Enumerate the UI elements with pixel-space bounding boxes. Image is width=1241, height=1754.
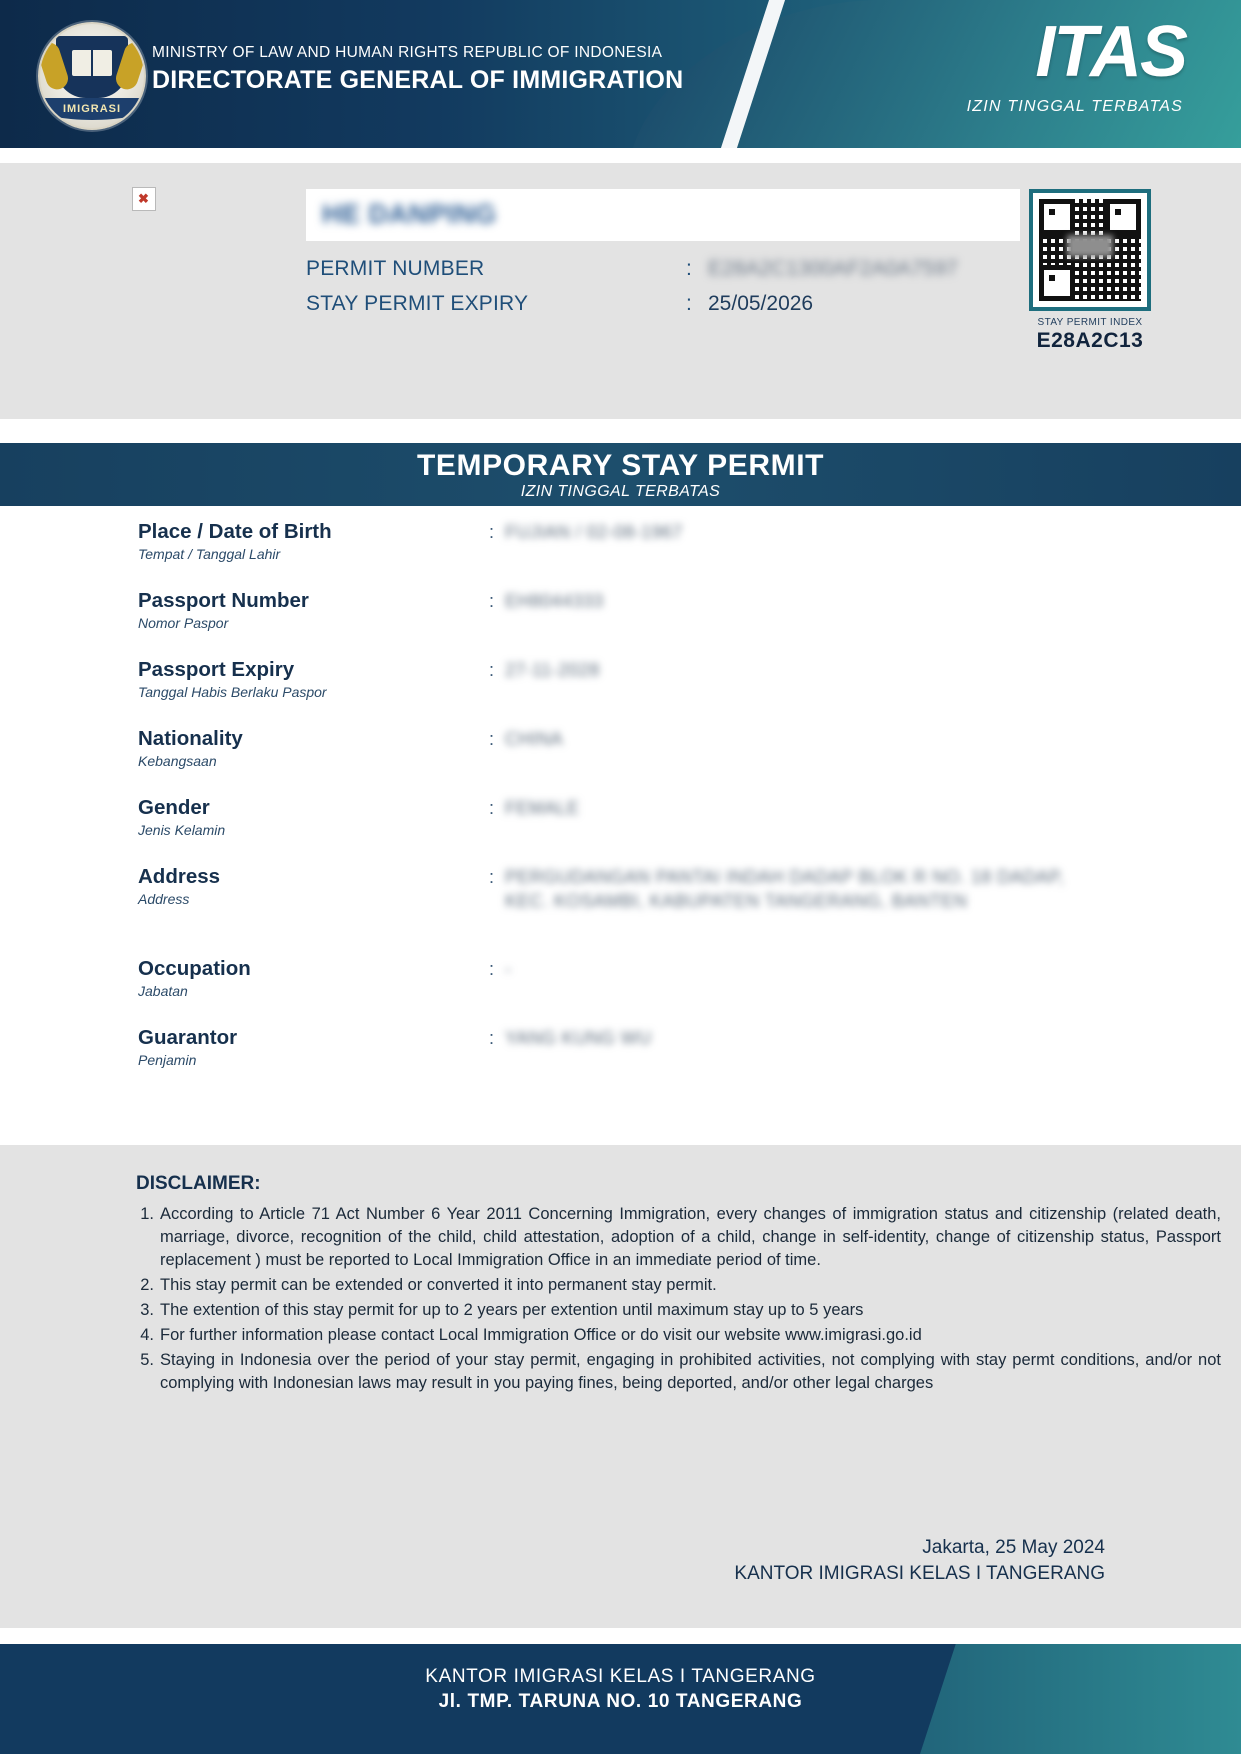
stay-permit-expiry-colon: : (686, 292, 692, 315)
field-passport-expiry (0, 658, 1241, 727)
field-label-id: Jenis Kelamin (138, 822, 226, 838)
field-label-id: Penjamin (138, 1052, 197, 1068)
field-label-id: Tanggal Habis Berlaku Paspor (138, 684, 327, 700)
footer-office-address: Jl. TMP. TARUNA NO. 10 TANGERANG (438, 1691, 803, 1712)
field-value-line2: KEC. KOSAMBI, KABUPATEN TANGERANG, BANTEN (505, 891, 968, 911)
disclaimer-item (136, 1299, 1221, 1322)
disclaimer-list (136, 1203, 1221, 1397)
disclaimer-panel (0, 1145, 1241, 1628)
photo-placeholder (132, 187, 156, 211)
field-colon: : (489, 1028, 495, 1048)
document-title-band (0, 443, 1241, 506)
field-label-en: Place / Date of Birth (138, 520, 332, 543)
field-label-id: Nomor Paspor (138, 615, 229, 631)
holder-name: HE DANPING (322, 199, 497, 229)
directorate-line: DIRECTORATE GENERAL OF IMMIGRATION (152, 66, 684, 94)
immigration-crest-icon (38, 22, 146, 130)
field-place-date-of-birth (0, 520, 1241, 589)
broken-image-icon: ✖ (138, 191, 149, 206)
disclaimer-item (136, 1324, 1221, 1347)
permit-number-colon: : (686, 257, 692, 280)
field-label-en: Gender (138, 796, 210, 819)
disclaimer-title: DISCLAIMER: (136, 1173, 261, 1194)
permit-number-value: E28A2C1300AF2A0A7597 (708, 257, 958, 280)
disclaimer-item (136, 1274, 1221, 1297)
ministry-line: MINISTRY OF LAW AND HUMAN RIGHTS REPUBLIC OF INDONESIA (152, 44, 663, 61)
stay-permit-expiry-label: STAY PERMIT EXPIRY (306, 292, 529, 315)
holder-name-bar (306, 189, 1020, 241)
stay-permit-expiry-value: 25/05/2026 (708, 292, 814, 315)
field-nationality (0, 727, 1241, 796)
itas-logo-subtitle: IZIN TINGGAL TERBATAS (966, 98, 1183, 115)
permit-summary-panel (0, 163, 1241, 419)
disclaimer-item-number: 3. (140, 1301, 154, 1319)
field-colon: : (489, 591, 495, 611)
field-value: FUJIAN / 02-08-1967 (505, 522, 683, 542)
field-label-id: Address (138, 891, 190, 907)
footer-office-name: KANTOR IMIGRASI KELAS I TANGERANG (425, 1666, 816, 1687)
permit-fields (0, 520, 1241, 1095)
field-value: - (505, 959, 512, 979)
disclaimer-item-number: 2. (140, 1276, 154, 1294)
field-occupation (0, 957, 1241, 1026)
field-label-en: Guarantor (138, 1026, 238, 1049)
disclaimer-item (136, 1203, 1221, 1272)
stay-permit-index-label: STAY PERMIT INDEX (1037, 317, 1143, 328)
field-value: FEMALE (505, 798, 580, 818)
disclaimer-item-text: This stay permit can be extended or converted it into permanent stay permit. (160, 1276, 717, 1294)
field-colon: : (489, 798, 495, 818)
field-colon: : (489, 522, 495, 542)
disclaimer-item-text: Staying in Indonesia over the period of your stay permit, engaging in prohibited activities, not complying with stay permt conditions, and/or not complying with Indonesian laws may result in you paying fines, being deported, and/or other legal charges (160, 1351, 1221, 1392)
disclaimer-item-number: 1. (140, 1205, 154, 1223)
field-label-en: Address (138, 865, 221, 888)
field-address (0, 865, 1241, 957)
field-value: CHINA (505, 729, 564, 749)
field-label-en: Passport Number (138, 589, 309, 612)
disclaimer-item-number: 5. (140, 1351, 154, 1369)
field-colon: : (489, 660, 495, 680)
stay-permit-index-value: E28A2C13 (1036, 329, 1144, 352)
permit-number-label: PERMIT NUMBER (306, 257, 485, 280)
crest-band-label: IMIGRASI (40, 98, 144, 120)
field-value: EH8044333 (505, 591, 604, 611)
disclaimer-item-number: 4. (140, 1326, 154, 1344)
disclaimer-item (136, 1349, 1221, 1395)
field-colon: : (489, 867, 495, 887)
field-colon: : (489, 729, 495, 749)
signature-office: KANTOR IMIGRASI KELAS I TANGERANG (734, 1563, 1105, 1584)
field-passport-number (0, 589, 1241, 658)
field-value: 27-11-2028 (505, 660, 600, 680)
field-label-en: Nationality (138, 727, 243, 750)
field-label-en: Passport Expiry (138, 658, 295, 681)
field-guarantor (0, 1026, 1241, 1095)
document-footer (0, 1644, 1241, 1754)
disclaimer-item-text: According to Article 71 Act Number 6 Year 2011 Concerning Immigration, every changes of immigration status and citizenship (related death, marriage, divorce, recognition of the child, child attestation, adoption of a child, change in self-identity, change of citizenship status, Passport replacement ) must be reported to Local Immigration Office in an immediate period of time. (160, 1205, 1221, 1269)
disclaimer-item-text: The extention of this stay permit for up to 2 years per extention until maximum stay up to 5 years (160, 1301, 864, 1319)
field-label-en: Occupation (138, 957, 251, 980)
document-title-id: IZIN TINGGAL TERBATAS (520, 483, 721, 500)
field-label-id: Tempat / Tanggal Lahir (138, 546, 281, 562)
field-colon: : (489, 959, 495, 979)
signature-place-date: Jakarta, 25 May 2024 (922, 1537, 1105, 1558)
field-label-id: Jabatan (138, 983, 188, 999)
field-value: YANG KUNG WU (505, 1028, 652, 1048)
disclaimer-item-text: For further information please contact Local Immigration Office or do visit our website www.imigrasi.go.id (160, 1326, 922, 1344)
field-label-id: Kebangsaan (138, 753, 217, 769)
qr-code (1029, 189, 1151, 311)
field-value: PERGUDANGAN PANTAI INDAH DADAP BLOK R NO. 18 DADAP, (505, 867, 1065, 887)
field-gender (0, 796, 1241, 865)
itas-logo: ITAS (1035, 12, 1186, 92)
document-header (0, 0, 1241, 148)
document-title-en: TEMPORARY STAY PERMIT (416, 449, 825, 482)
